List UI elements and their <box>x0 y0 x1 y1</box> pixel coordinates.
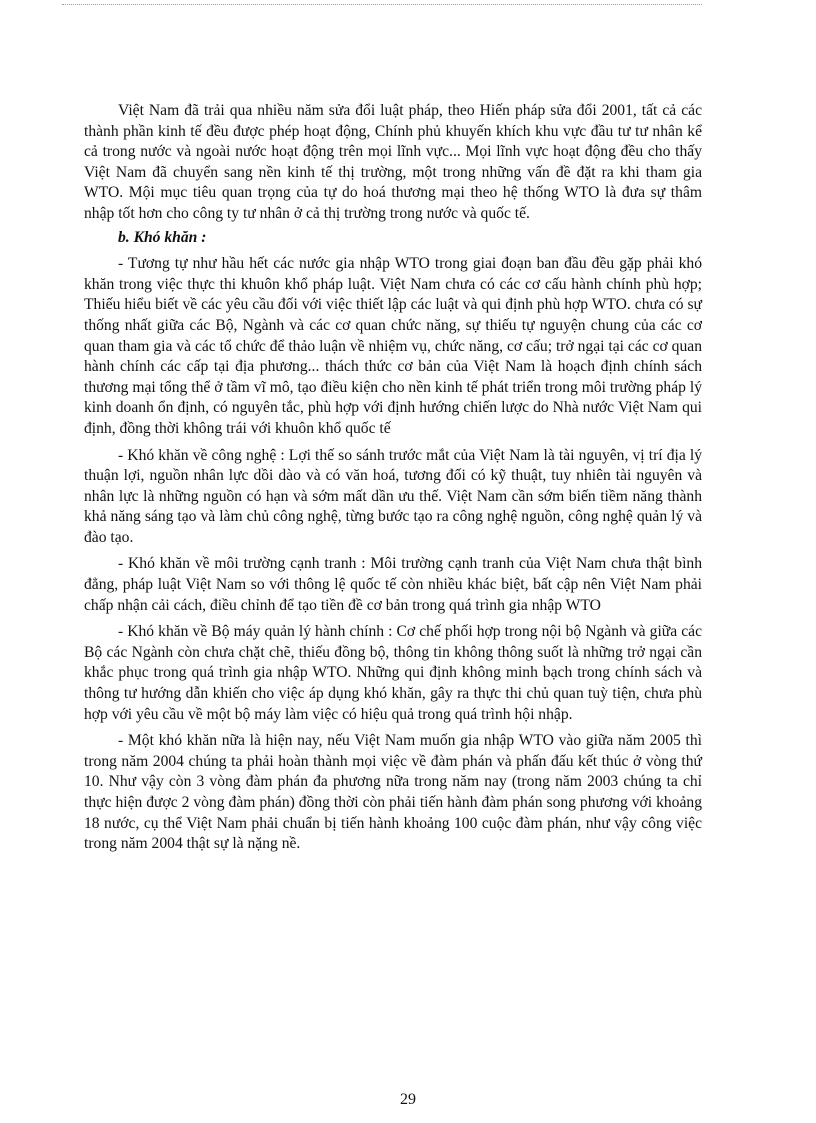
difficulty-technology-paragraph: - Khó khăn về công nghệ : Lợi thế so sánh trước mắt của Việt Nam là tài nguyên, vị trí địa lý thuận lợi, nguồn nhân lực dồi dào và có văn hoá, tương đối có kỹ thuật, tuy nhiên tài nguyên và nhân lực là những nguồn có hạn và sớm mất dần ưu thế. Việt Nam cần sớm biến tiềm năng thành khả năng sáng tạo và làm chủ công nghệ, từng bước tạo ra công nghệ nguồn, công nghệ quản lý và đào tạo. <box>84 446 702 546</box>
section-heading: b. Khó khăn : <box>118 228 207 246</box>
difficulty-legal-paragraph: - Tương tự như hầu hết các nước gia nhập WTO trong giai đoạn ban đầu đều gặp phải khó khăn trong việc thực thi khuôn khổ pháp luật. Việt Nam chưa có các cơ cấu hành chính phù hợp; Thiếu hiểu biết về các yêu cầu đối với việc thiết lập các luật và qui định phù hợp WTO. chưa có sự thống nhất giữa các Bộ, Ngành và các cơ quan chức năng, sự thiếu tự nguyện chung của các cơ quan tham gia và các tổ chức để thảo luận về nhiệm vụ, chức năng, cơ cấu; trở ngại tại các cơ quan hành chính các cấp tại địa phương... thách thức cơ bản của Việt Nam là hoạch định chính sách thương mại tổng thể ở tầm vĩ mô, tạo điều kiện cho nền kinh tế phát triển trong môi trường pháp lý kinh doanh ổn định, có nguyên tắc, phù hợp với định hướng chiến lược do Nhà nước Việt Nam qui định, đồng thời không trái với khuôn khổ quốc tế <box>84 255 702 437</box>
difficulty-competition-paragraph: - Khó khăn về môi trường cạnh tranh : Môi trường cạnh tranh của Việt Nam chưa thật bình đẳng, pháp luật Việt Nam so với thông lệ quốc tế còn nhiều khác biệt, bất cập nên Việt Nam phải chấp nhận cải cách, điều chỉnh để tạo tiền đề cơ bản trong quá trình gia nhập WTO <box>84 555 702 614</box>
difficulty-administration-paragraph: - Khó khăn về Bộ máy quản lý hành chính : Cơ chế phối hợp trong nội bộ Ngành và giữa các Bộ các Ngành còn chưa chặt chẽ, thiếu đồng bộ, thông tin không thông suốt là những trở ngại cần khắc phục trong quá trình gia nhập WTO. Những qui định không minh bạch trong chính sách và thông tư hướng dẫn khiến cho việc áp dụng khó khăn, gây ra thực thi chủ quan tuỳ tiện, chưa phù hợp với yêu cầu về một bộ máy làm việc có hiệu quả trong quá trình hội nhập. <box>84 623 702 723</box>
intro-paragraph: Việt Nam đã trải qua nhiều năm sửa đổi luật pháp, theo Hiến pháp sửa đổi 2001, tất cả các thành phần kinh tế đều được phép hoạt động, Chính phủ khuyến khích khu vực đầu tư tư nhân kể cả trong nước và ngoài nước hoạt động trên mọi lĩnh vực... Mọi lĩnh vực hoạt động đều cho thấy Việt Nam đã chuyển sang nền kinh tế thị trường, một trong những vấn đề đặt ra khi tham gia WTO. Mội mục tiêu quan trọng của tự do hoá thương mại theo hệ thống WTO là đưa sự thâm nhập tốt hơn cho công ty tư nhân ở cả thị trường trong nước và quốc tế. <box>84 102 702 222</box>
difficulty-negotiation-paragraph: - Một khó khăn nữa là hiện nay, nếu Việt Nam muốn gia nhập WTO vào giữa năm 2005 thì trong năm 2004 chúng ta phải hoàn thành mọi việc về đàm phán và phấn đấu kết thúc ở vòng thứ 10. Như vậy còn 3 vòng đàm phán đa phương nữa trong năm nay (trong năm 2003 chúng ta chỉ thực hiện được 2 vòng đàm phán) đồng thời còn phải tiến hành đàm phán song phương với khoảng 18 nước, cụ thể Việt Nam phải chuẩn bị tiến hành khoảng 100 cuộc đàm phán, như vậy công việc trong năm 2004 thật sự là nặng nề. <box>84 732 702 853</box>
top-divider <box>62 4 702 5</box>
page-number: 29 <box>400 1091 416 1108</box>
page-body <box>84 101 702 861</box>
